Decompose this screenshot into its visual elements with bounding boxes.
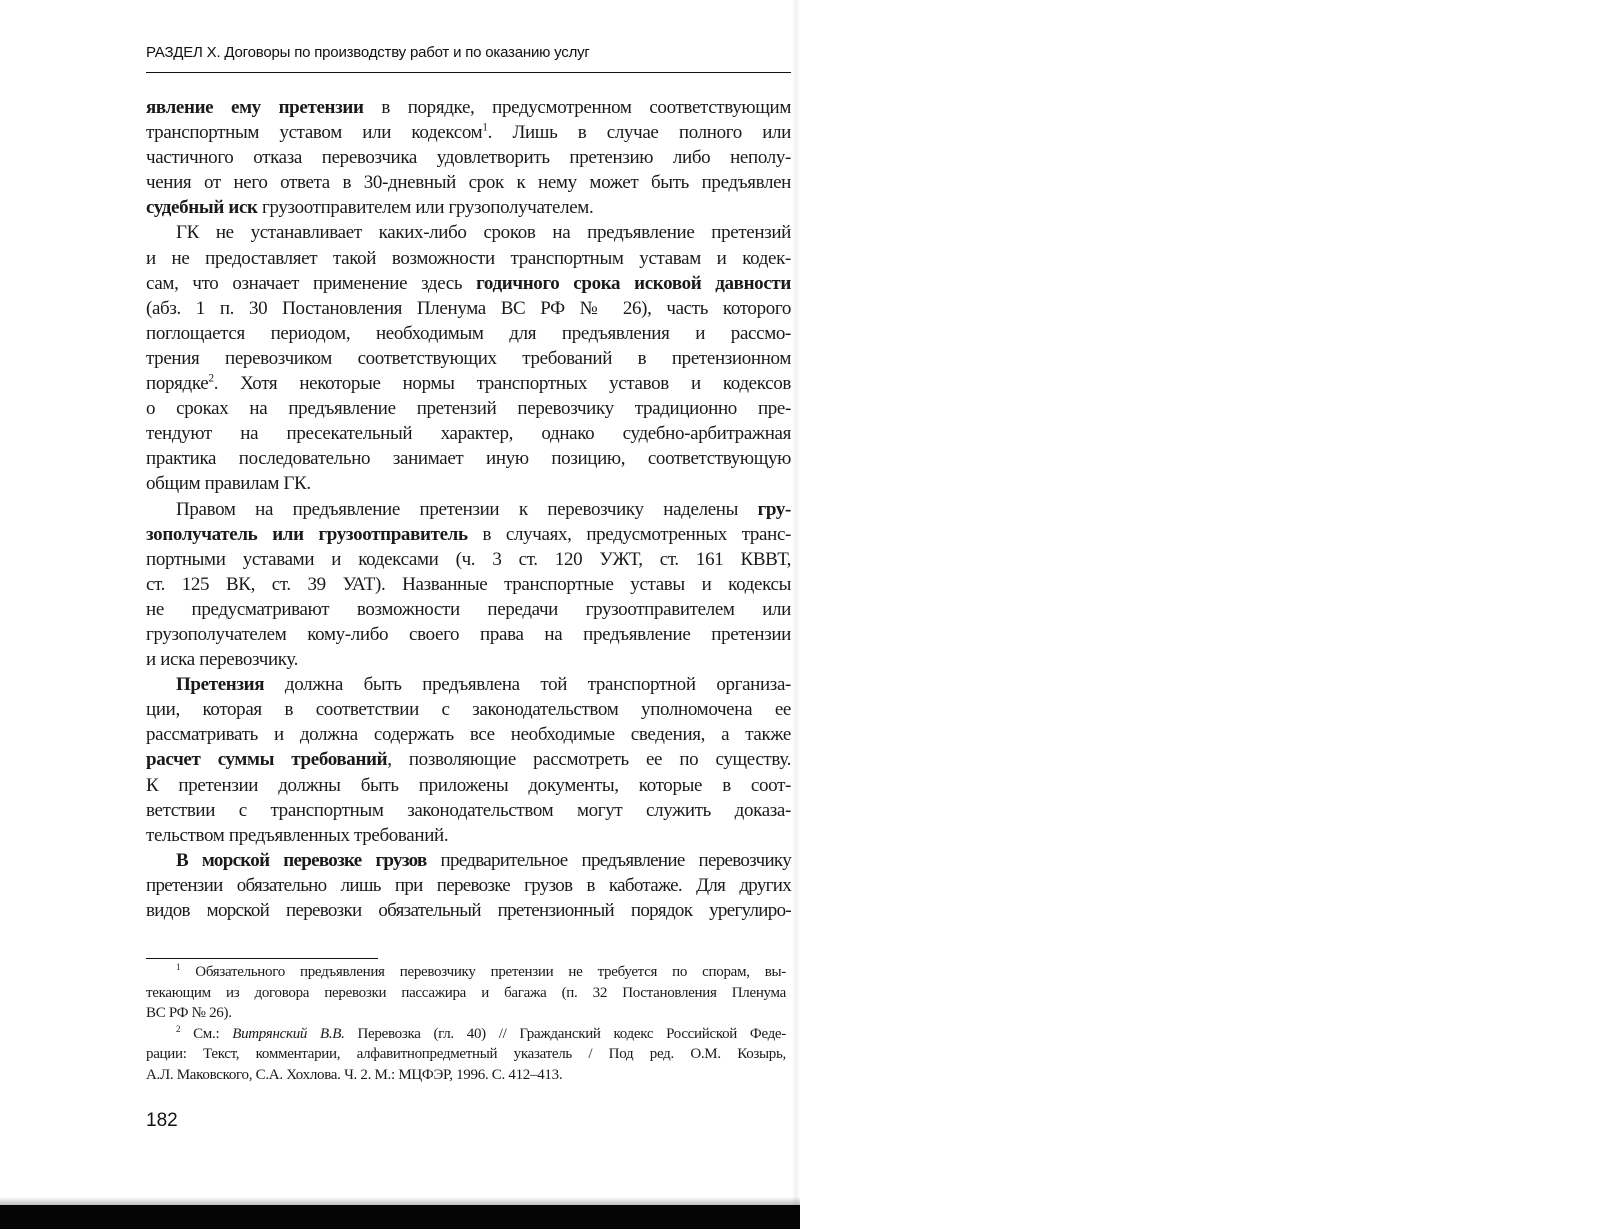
text-line: ции, которая в соответствии с законодательством уполномочена ее	[146, 699, 791, 721]
text-line: о сроках на предъявление претензий перевозчику традиционно пре-	[146, 398, 791, 420]
footnote-2-line: А.Л. Маковского, С.А. Хохлова. Ч. 2. М.: МЦФЭР, 1996. С. 412–413.	[146, 1066, 563, 1083]
text-line: претензии обязательно лишь при перевозке грузов в каботаже. Для других	[146, 874, 791, 896]
text-line: и иска перевозчику.	[146, 649, 299, 671]
text-line: судебный иск грузоотправителем или грузополучателем.	[146, 197, 594, 219]
footnote-1-line: ВС РФ № 26).	[146, 1005, 232, 1022]
text-line: чения от него ответа в 30-дневный срок к нему может быть предъявлен	[146, 172, 791, 194]
page-edge-shadow	[792, 0, 800, 1229]
text-line: ГК не устанавливает каких-либо сроков на предъявление претензий	[176, 222, 791, 244]
footnote-2: $^2$ См.: Витрянский В.В. Перевозка (гл. 40) // Гражданский кодекс Российской Феде-	[176, 1023, 786, 1042]
header-rule	[146, 72, 791, 73]
text-line: и не предоставляет такой возможности транспортным уставам и кодек-	[146, 247, 791, 269]
text-line: рассматривать и должна содержать все необходимые сведения, а также	[146, 724, 791, 746]
text-line: Правом на предъявление претензии к перевозчику наделены гру-	[176, 498, 791, 520]
text-line: частичного отказа перевозчика удовлетворить претензию либо неполу-	[146, 147, 791, 169]
footnote-ref: 1	[482, 121, 488, 134]
footnote-1-line: текающим из договора перевозки пассажира и багажа (п. 32 Постановления Пленума	[146, 984, 786, 1001]
text-line: видов морской перевозки обязательный претензионный порядок урегулиро-	[146, 900, 791, 921]
body-text	[146, 95, 791, 923]
page-number: 182	[146, 1110, 178, 1131]
text-line: ст. 125 ВК, ст. 39 УАТ). Названные транспортные уставы и кодексы	[146, 573, 791, 595]
text-line: ветствии с транспортным законодательством могут служить доказа-	[146, 799, 791, 821]
text-line: не предусматривают возможности передачи грузоотправителем или	[146, 598, 791, 620]
text-line: транспортным уставом или кодексом$^1$. Лишь в случае полного или	[146, 121, 791, 144]
text-line: общим правилам ГК.	[146, 473, 311, 495]
text-line: Претензия должна быть предъявлена той транспортной организа-	[176, 674, 791, 696]
text-line: порядке$^2$. Хотя некоторые нормы транспортных уставов и кодексов	[146, 372, 791, 395]
scan-bottom-border	[0, 1205, 800, 1229]
footnotes	[146, 962, 786, 1086]
text-line: практика последовательно занимает иную позицию, соответствующую	[146, 448, 791, 470]
text-line: трения перевозчиком соответствующих требований в претензионном	[146, 347, 791, 369]
text-line: грузополучателем кому-либо своего права на предъявление претензии	[146, 623, 791, 645]
running-head: РАЗДЕЛ X. Договоры по производству работ и по оказанию услуг	[146, 44, 590, 61]
text-line: тельством предъявленных требований.	[146, 824, 449, 846]
text-line: (абз. 1 п. 30 Постановления Пленума ВС РФ № 26), часть которого	[146, 297, 791, 319]
footnote-rule	[146, 958, 378, 959]
text-line: В морской перевозке грузов предварительное предъявление перевозчику	[176, 849, 791, 871]
footnote-ref: 2	[208, 372, 214, 385]
footnote-2-line: рации: Текст, комментарии, алфавитнопредметный указатель / Под ред. О.М. Козырь,	[146, 1046, 786, 1063]
text-line: поглощается периодом, необходимым для предъявления и рассмо-	[146, 322, 791, 344]
text-line: портными уставами и кодексами (ч. 3 ст. 120 УЖТ, ст. 161 КВВТ,	[146, 548, 791, 570]
text-line: явление ему претензии в порядке, предусмотренном соответствующим	[146, 97, 791, 118]
footnote-1: $^1$ Обязательного предъявления перевозчику претензии не требуется по спорам, вы-	[176, 962, 786, 980]
text-line: расчет суммы требований, позволяющие рассмотреть ее по существу.	[146, 749, 791, 771]
text-line: К претензии должны быть приложены документы, которые в соот-	[146, 774, 791, 796]
text-line: зополучатель или грузоотправитель в случаях, предусмотренных транс-	[146, 523, 792, 545]
text-line: сам, что означает применение здесь годичного срока исковой давности	[146, 272, 791, 294]
text-line: тендуют на пресекательный характер, однако судебно-арбитражная	[146, 423, 791, 445]
